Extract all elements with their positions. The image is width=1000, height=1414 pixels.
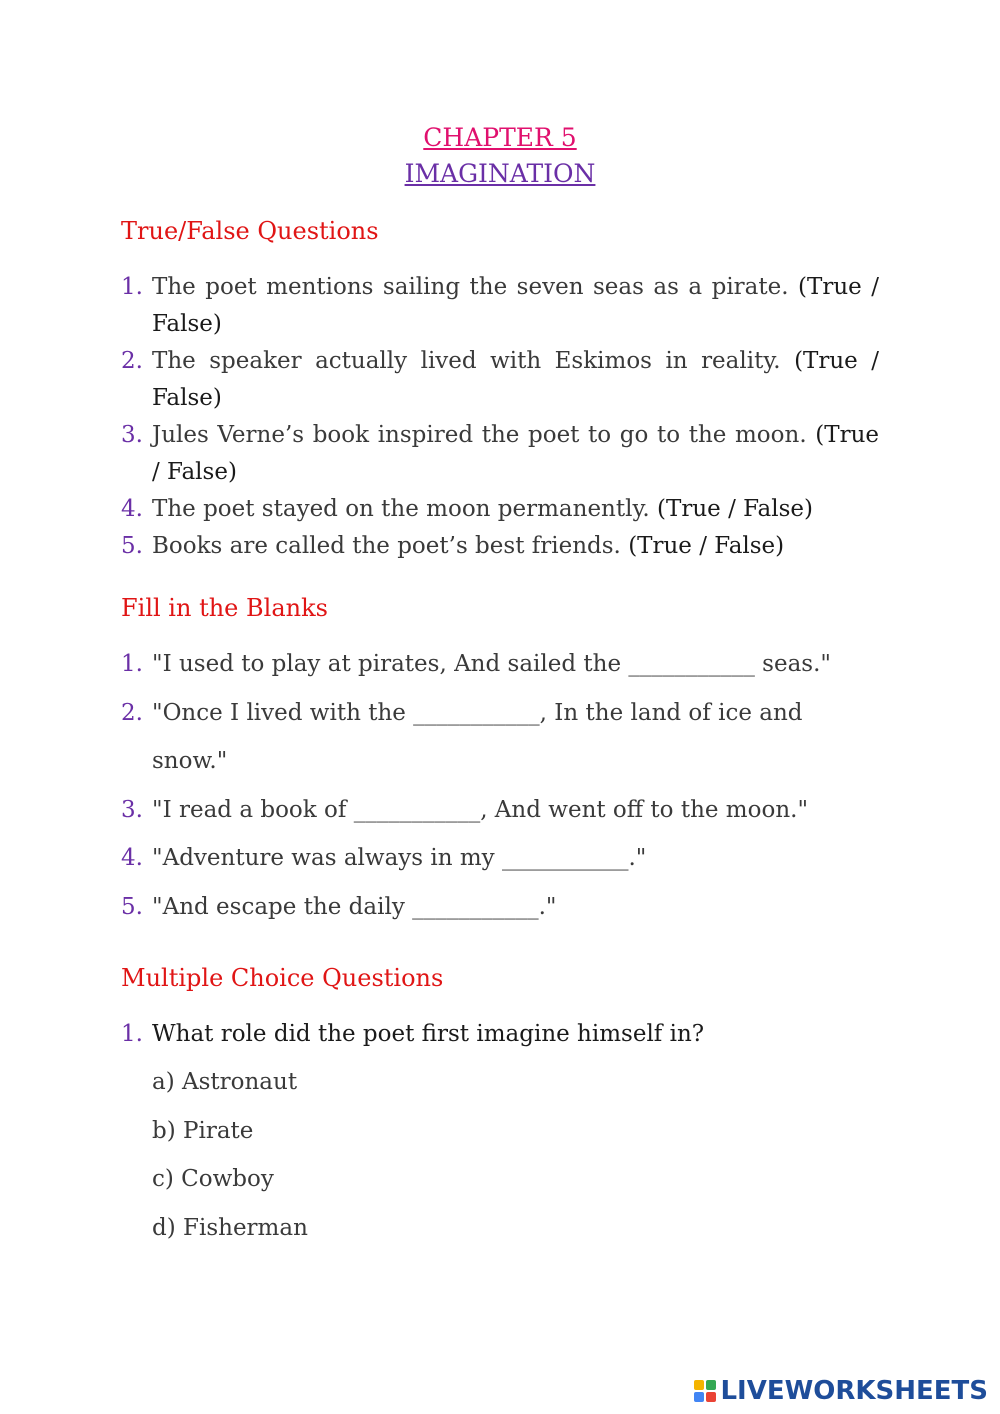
list-item xyxy=(121,528,879,565)
blank-sentence[interactable]: "Once I lived with the ___________, In the land of ice and snow." xyxy=(152,699,803,774)
question-text: The poet stayed on the moon permanently. xyxy=(152,496,650,522)
brand-logo xyxy=(694,1376,988,1406)
list-item xyxy=(121,786,879,835)
question-text: What role did the poet first imagine himself in? xyxy=(152,1021,705,1047)
title-block xyxy=(0,120,1000,192)
item-number: 2. xyxy=(121,699,143,726)
item-number: 3. xyxy=(121,796,143,823)
item-number: 5. xyxy=(121,533,143,559)
liveworksheets-logo-icon xyxy=(694,1380,716,1402)
item-number: 1. xyxy=(121,274,143,300)
fill-blanks-heading: Fill in the Blanks xyxy=(121,594,328,622)
logo-square xyxy=(694,1392,704,1402)
item-number: 4. xyxy=(121,845,143,871)
brand-name: LIVEWORKSHEETS xyxy=(720,1376,988,1406)
true-false-list xyxy=(121,269,879,565)
list-item xyxy=(121,883,879,932)
blank-sentence[interactable]: "I used to play at pirates, And sailed the ___________ seas." xyxy=(152,651,832,677)
list-item xyxy=(121,491,879,528)
list-item xyxy=(121,834,879,883)
blank-sentence[interactable]: "I read a book of ___________, And went off to the moon." xyxy=(152,796,809,823)
list-item xyxy=(121,343,879,417)
item-number: 5. xyxy=(121,893,143,920)
option-c[interactable]: c) Cowboy xyxy=(152,1166,274,1192)
option-a[interactable]: a) Astronaut xyxy=(152,1069,298,1095)
multiple-choice-list xyxy=(121,1010,879,1059)
true-false-choice[interactable]: (True / False) xyxy=(152,348,879,411)
question-text: The speaker actually lived with Eskimos in reality. xyxy=(152,348,781,374)
true-false-choice[interactable]: (True / False) xyxy=(152,422,879,485)
question-text: Jules Verne’s book inspired the poet to go to the moon. xyxy=(152,422,807,448)
true-false-choice[interactable]: (True / False) xyxy=(628,533,785,559)
chapter-label: CHAPTER 5 xyxy=(423,123,577,152)
list-item xyxy=(121,640,879,689)
item-number: 1. xyxy=(121,1021,143,1047)
question-text: Books are called the poet’s best friends. xyxy=(152,533,621,559)
option-d[interactable]: d) Fisherman xyxy=(152,1214,308,1241)
true-false-heading: True/False Questions xyxy=(121,217,379,245)
item-number: 3. xyxy=(121,422,143,448)
blank-sentence[interactable]: "Adventure was always in my ___________." xyxy=(152,845,647,871)
question-text: The poet mentions sailing the seven seas as a pirate. xyxy=(152,274,789,300)
list-item xyxy=(121,689,879,786)
item-number: 1. xyxy=(121,651,143,677)
true-false-choice[interactable]: (True / False) xyxy=(152,274,880,337)
true-false-choice[interactable]: (True / False) xyxy=(657,496,814,522)
logo-square xyxy=(706,1380,716,1390)
multiple-choice-heading: Multiple Choice Questions xyxy=(121,964,444,992)
fill-blanks-list xyxy=(121,640,879,931)
list-item xyxy=(121,269,879,343)
list-item xyxy=(121,417,879,491)
option-b[interactable]: b) Pirate xyxy=(152,1117,254,1144)
logo-square xyxy=(706,1392,716,1402)
logo-square xyxy=(694,1380,704,1390)
item-number: 2. xyxy=(121,348,143,374)
list-item xyxy=(121,1010,879,1059)
blank-sentence[interactable]: "And escape the daily ___________." xyxy=(152,893,557,920)
answer-options xyxy=(152,1058,308,1252)
item-number: 4. xyxy=(121,496,143,522)
chapter-title: IMAGINATION xyxy=(404,159,596,188)
